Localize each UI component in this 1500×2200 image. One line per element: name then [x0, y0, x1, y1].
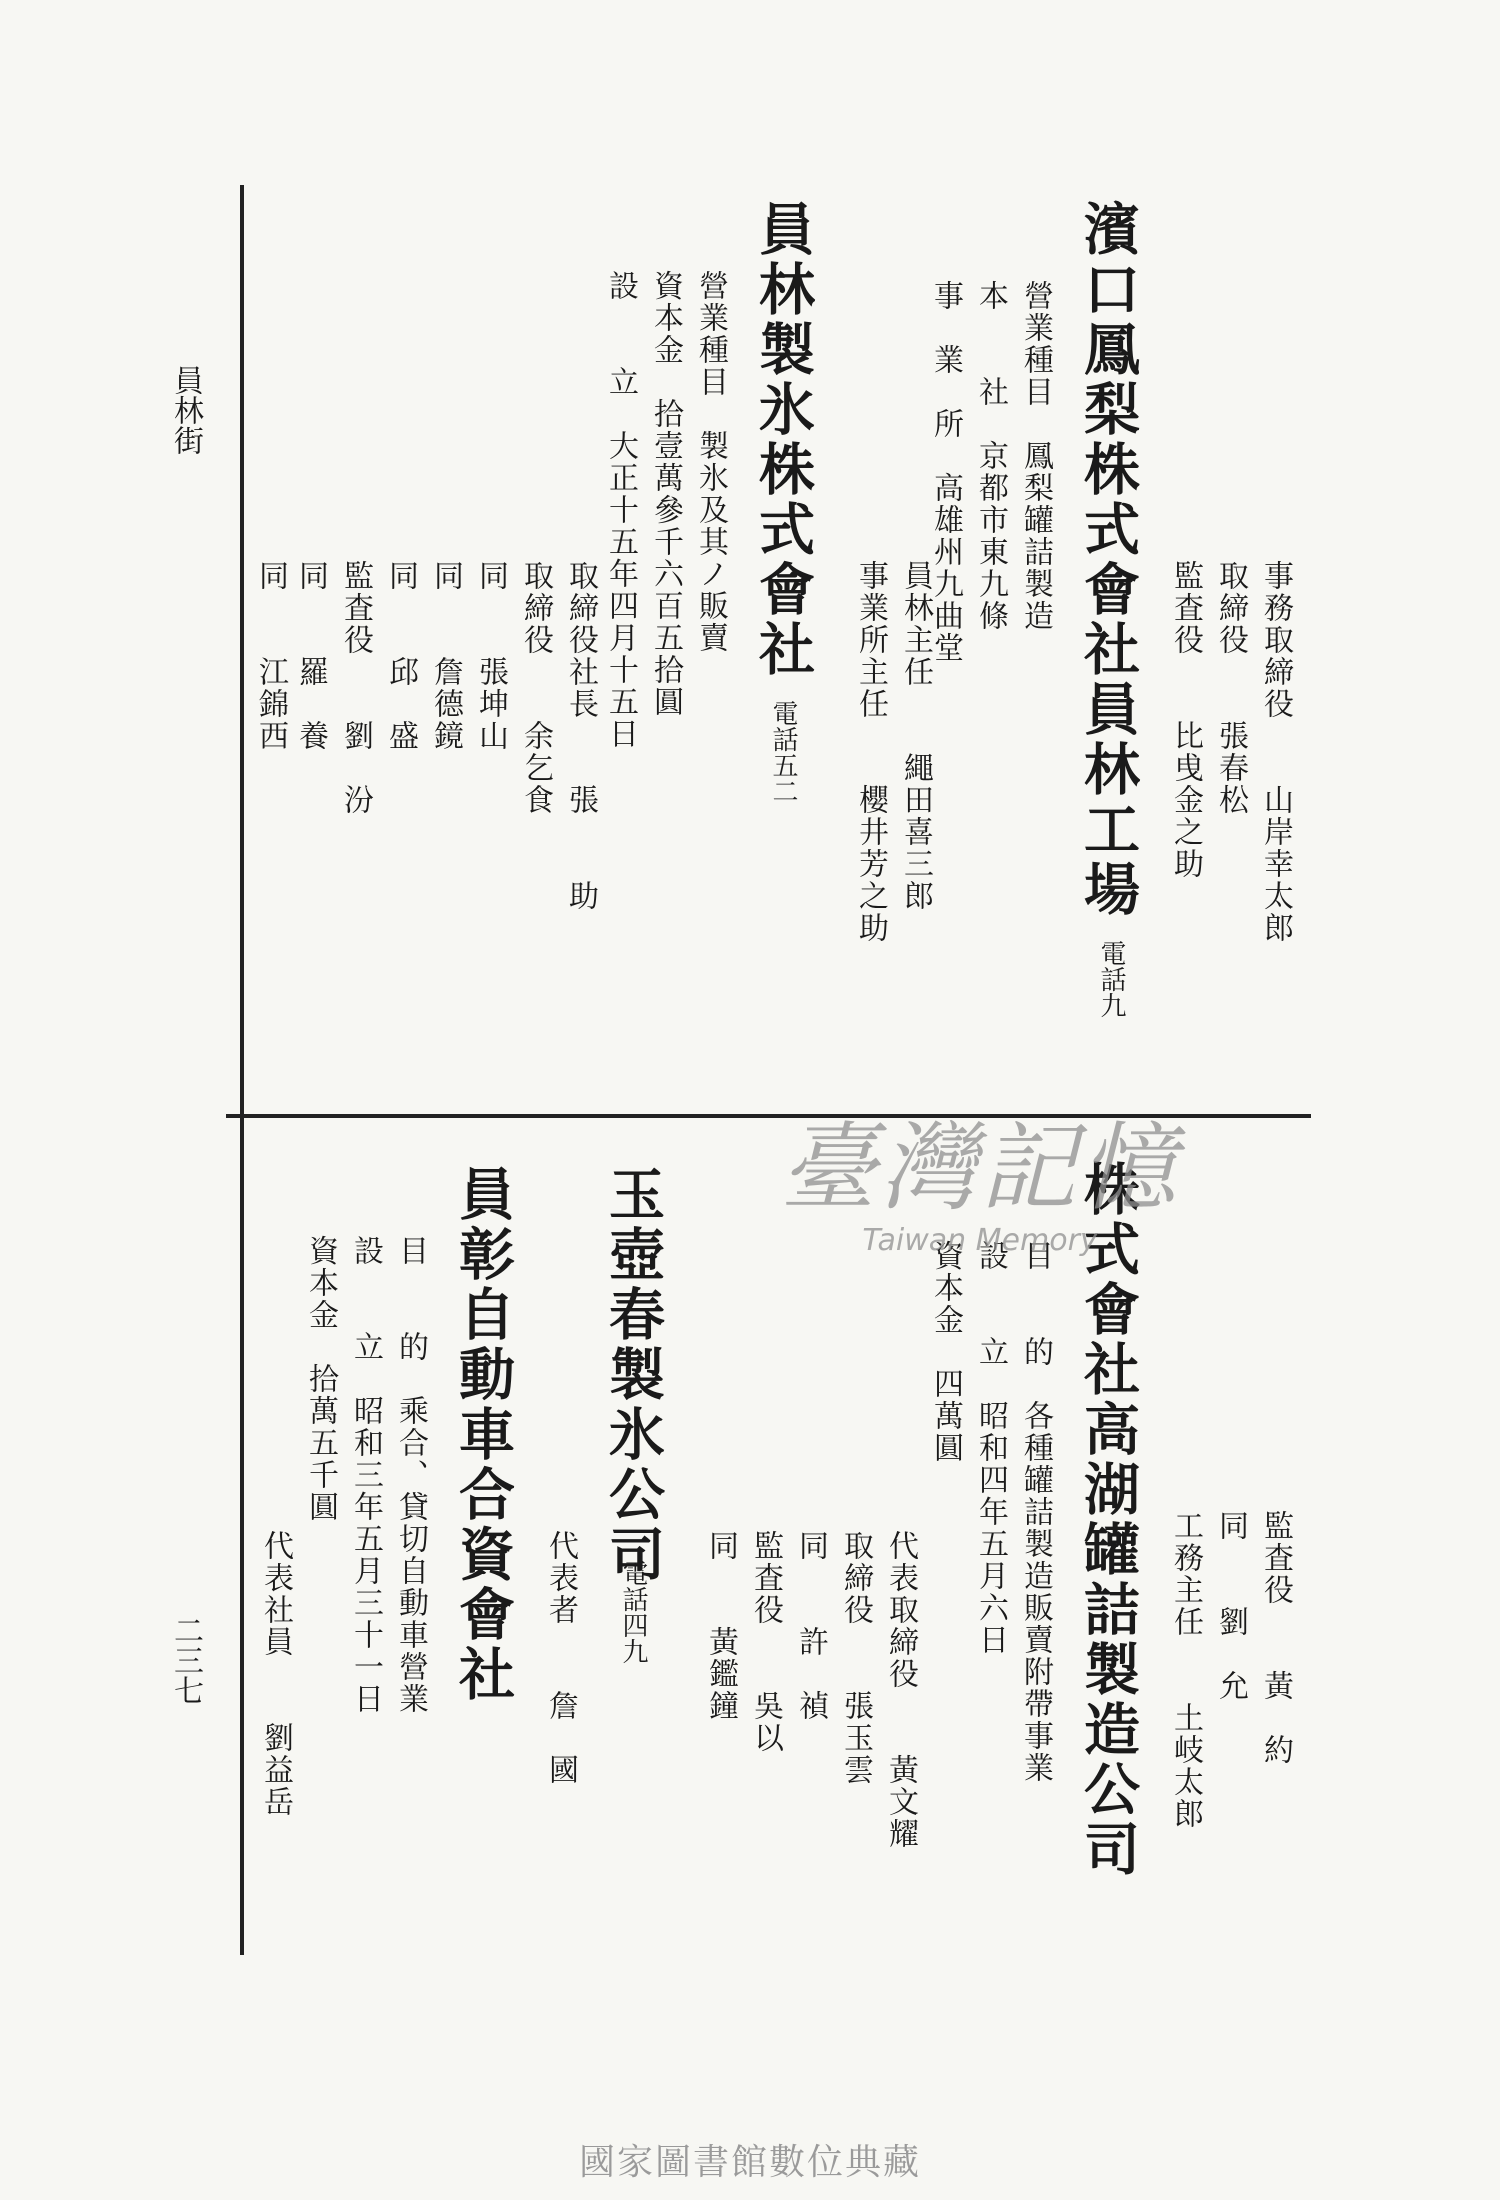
officer-entry: 事業所主任 櫻井芳之助	[853, 560, 888, 944]
company-title: 濱口鳳梨株式會社員林工場	[1075, 200, 1141, 920]
company-field: 設 立 昭和三年五月三十一日	[348, 1235, 383, 1715]
company-title: 員彰自動車合資會社	[450, 1165, 516, 1705]
company-field: 營業種目 製氷及其ノ販賣	[693, 270, 728, 654]
officer-entry: 代表社員 劉益岳	[258, 1530, 293, 1818]
company-field: 營業種目 鳳梨罐詰製造	[1018, 280, 1053, 632]
vertical-rule	[240, 185, 244, 1955]
page-number: 二三七	[168, 1615, 203, 1705]
officer-entry: 取締役 張玉雲	[838, 1530, 873, 1786]
footer-credit: 國家圖書館數位典藏	[578, 2142, 921, 2183]
company-phone: 電話九	[1096, 940, 1126, 1018]
officer-entry: 取締役社長 張 助	[563, 560, 598, 912]
company-field: 目 的 各種罐詰製造販賣附帶事業	[1018, 1240, 1053, 1784]
officer-entry: 代表者 詹 國	[543, 1530, 578, 1786]
officer-entry: 同 羅 養	[293, 560, 328, 752]
company-field: 本 社 京都市東九條	[973, 280, 1008, 632]
company-field: 目 的 乘合、貸切自動車營業	[393, 1235, 428, 1715]
officer-entry: 同 許 禎	[793, 1530, 828, 1722]
officer-entry: 監査役 吳以	[748, 1530, 783, 1754]
company-field: 資本金 四萬圓	[928, 1240, 963, 1464]
officer-entry: 員林主任 繩田喜三郎	[898, 560, 933, 912]
running-head: 員林街	[168, 365, 203, 455]
officer-entry: 工務主任 土岐太郎	[1168, 1510, 1203, 1830]
officer-entry: 監査役 比曵金之助	[1168, 560, 1203, 880]
watermark-en: Taiwan Memory	[862, 1223, 1098, 1258]
company-title: 玉壺春製氷公司	[600, 1165, 666, 1585]
officer-entry: 同 劉 允	[1213, 1510, 1248, 1702]
officer-entry: 取締役 張春松	[1213, 560, 1248, 816]
watermark	[730, 1090, 1230, 1260]
officer-entry: 同 張坤山	[473, 560, 508, 752]
company-phone: 電話四九	[618, 1560, 648, 1664]
officer-entry: 代表取締役 黃文耀	[883, 1530, 918, 1850]
company-field: 資本金 拾萬五千圓	[303, 1235, 338, 1523]
company-field: 資本金 拾壹萬參千六百五拾圓	[648, 270, 683, 718]
company-title: 株式會社高湖罐詰製造公司	[1075, 1160, 1141, 1880]
company-field: 設 立 大正十五年四月十五日	[603, 270, 638, 750]
company-field: 事 業 所 高雄州九曲堂	[928, 280, 963, 664]
officer-entry: 同 黃鑑鐘	[703, 1530, 738, 1722]
officer-entry: 監査役 劉 汾	[338, 560, 373, 816]
company-phone: 電話五二	[768, 700, 798, 804]
watermark-zh: 臺灣記憶	[780, 1112, 1180, 1224]
company-field: 設 立 昭和四年五月六日	[973, 1240, 1008, 1656]
officer-entry: 同 詹德鏡	[428, 560, 463, 752]
officer-entry: 事務取締役 山岸幸太郎	[1258, 560, 1293, 944]
company-title: 員林製氷株式會社	[750, 200, 816, 680]
officer-entry: 同 邱 盛	[383, 560, 418, 752]
officer-entry: 監査役 黃 約	[1258, 1510, 1293, 1766]
officer-entry: 同 江錦西	[253, 560, 288, 752]
officer-entry: 取締役 余乞食	[518, 560, 553, 816]
